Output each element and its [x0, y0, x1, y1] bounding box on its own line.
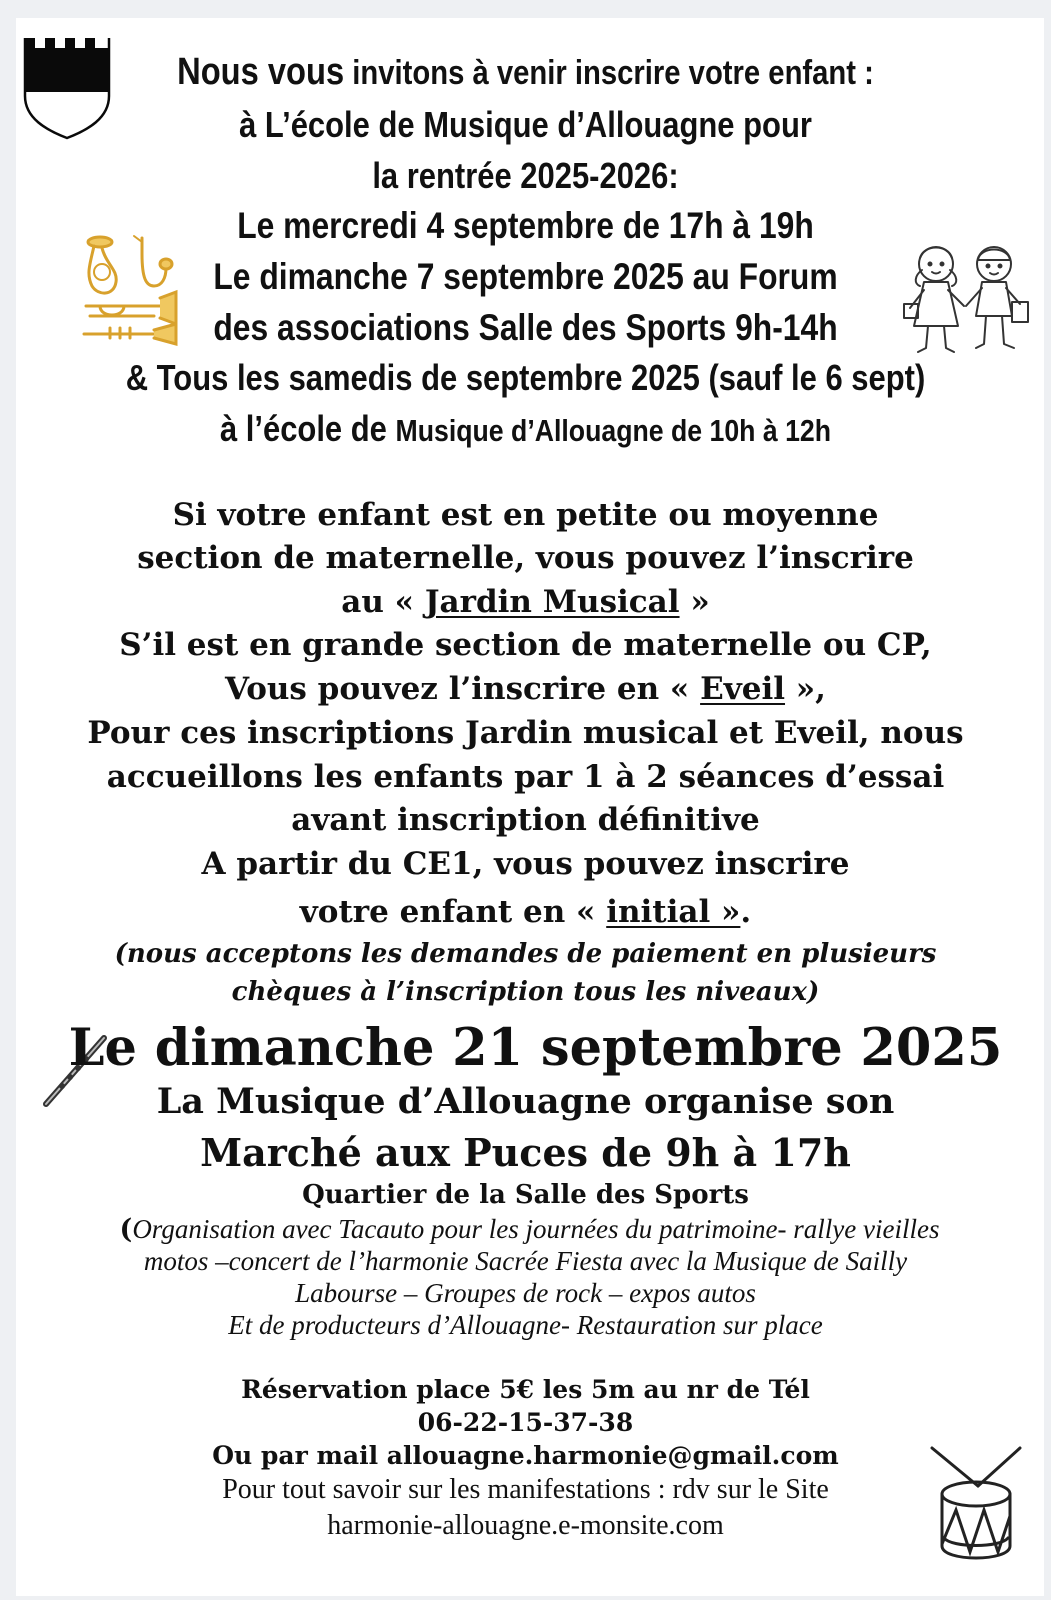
levels-line-4: S’il est en grande section de maternelle ou CP,	[119, 627, 932, 663]
market-date-heading: Le dimanche 21 septembre 2025	[68, 1018, 1003, 1078]
levels-line-9: A partir du CE1, vous pouvez inscrire	[201, 846, 850, 882]
phone-number: 06-22-15-37-38	[417, 1408, 634, 1437]
invitation-line-6: des associations Salle des Sports 9h-14h	[213, 307, 838, 348]
market-detail-line-3: Labourse – Groupes de rock – expos autos	[295, 1278, 756, 1308]
market-detail-line-1	[4, 1214, 1051, 1245]
levels-line-6: Pour ces inscriptions Jardin musical et Eveil, nous	[87, 715, 964, 751]
market-detail-paren: (	[119, 1214, 133, 1245]
levels-line-3	[0, 584, 1051, 620]
levels-line-7: accueillons les enfants par 1 à 2 séances d’essai	[106, 759, 945, 795]
invitation-line-2: à L’école de Musique d’Allouagne pour	[239, 104, 812, 145]
levels-line-5	[0, 671, 1051, 707]
market-detail-line-1-text: Organisation avec Tacauto pour les journées du patrimoine- rallye vieilles	[132, 1214, 940, 1244]
levels-line-10	[0, 894, 1051, 930]
invitation-line-4: Le mercredi 4 septembre de 17h à 19h	[237, 205, 814, 246]
levels-line-3-start: au «	[341, 584, 425, 620]
levels-line-5-start: Vous pouvez l’inscrire en «	[225, 671, 701, 707]
invitation-line-1-start: Nous vous	[177, 51, 345, 93]
website-intro-line: Pour tout savoir sur les manifestations : rdv sur le Site	[222, 1474, 829, 1505]
invitation-line-1-end: invitons à venir inscrire votre enfant :	[352, 54, 874, 92]
invitation-line-8-end: Musique d’Allouagne de 10h à 12h	[395, 413, 832, 448]
jardin-musical-label: Jardin Musical	[424, 584, 680, 620]
website-url: harmonie-allouagne.e-monsite.com	[327, 1510, 724, 1541]
levels-line-2: section de maternelle, vous pouvez l’inscrire	[137, 540, 914, 576]
levels-line-3-end: »	[679, 584, 710, 620]
levels-line-5-end: »,	[785, 671, 826, 707]
levels-line-8: avant inscription définitive	[291, 802, 760, 838]
market-detail-line-2: motos –concert de l’harmonie Sacrée Fiesta avec la Musique de Sailly	[143, 1246, 908, 1276]
market-line-2: Marché aux Puces de 9h à 17h	[200, 1130, 851, 1175]
invitation-line-5: Le dimanche 7 septembre 2025 au Forum	[213, 256, 838, 297]
reservation-line: Réservation place 5€ les 5m au nr de Tél	[241, 1375, 810, 1404]
invitation-line-1	[74, 51, 978, 94]
invitation-line-7: & Tous les samedis de septembre 2025 (sauf le 6 sept)	[125, 357, 926, 398]
payment-note-line-1: (nous acceptons les demandes de paiement en plusieurs	[114, 939, 937, 969]
invitation-line-8	[74, 408, 978, 450]
market-detail-line-4: Et de producteurs d’Allouagne- Restauration sur place	[228, 1310, 823, 1340]
levels-line-10-end: .	[740, 894, 752, 930]
market-line-1: La Musique d’Allouagne organise son	[156, 1081, 895, 1122]
initial-label: initial »	[606, 894, 741, 930]
invitation-line-8-start: à l’école de	[219, 408, 387, 449]
market-line-3: Quartier de la Salle des Sports	[302, 1180, 749, 1210]
eveil-label: Eveil	[700, 671, 786, 707]
levels-line-1: Si votre enfant est en petite ou moyenne	[172, 497, 879, 533]
payment-note-line-2: chèques à l’inscription tous les niveaux)	[231, 977, 820, 1007]
email-line: Ou par mail allouagne.harmonie@gmail.com	[212, 1441, 839, 1470]
levels-line-10-start: votre enfant en «	[299, 894, 607, 930]
invitation-line-3: la rentrée 2025-2026:	[372, 155, 679, 196]
